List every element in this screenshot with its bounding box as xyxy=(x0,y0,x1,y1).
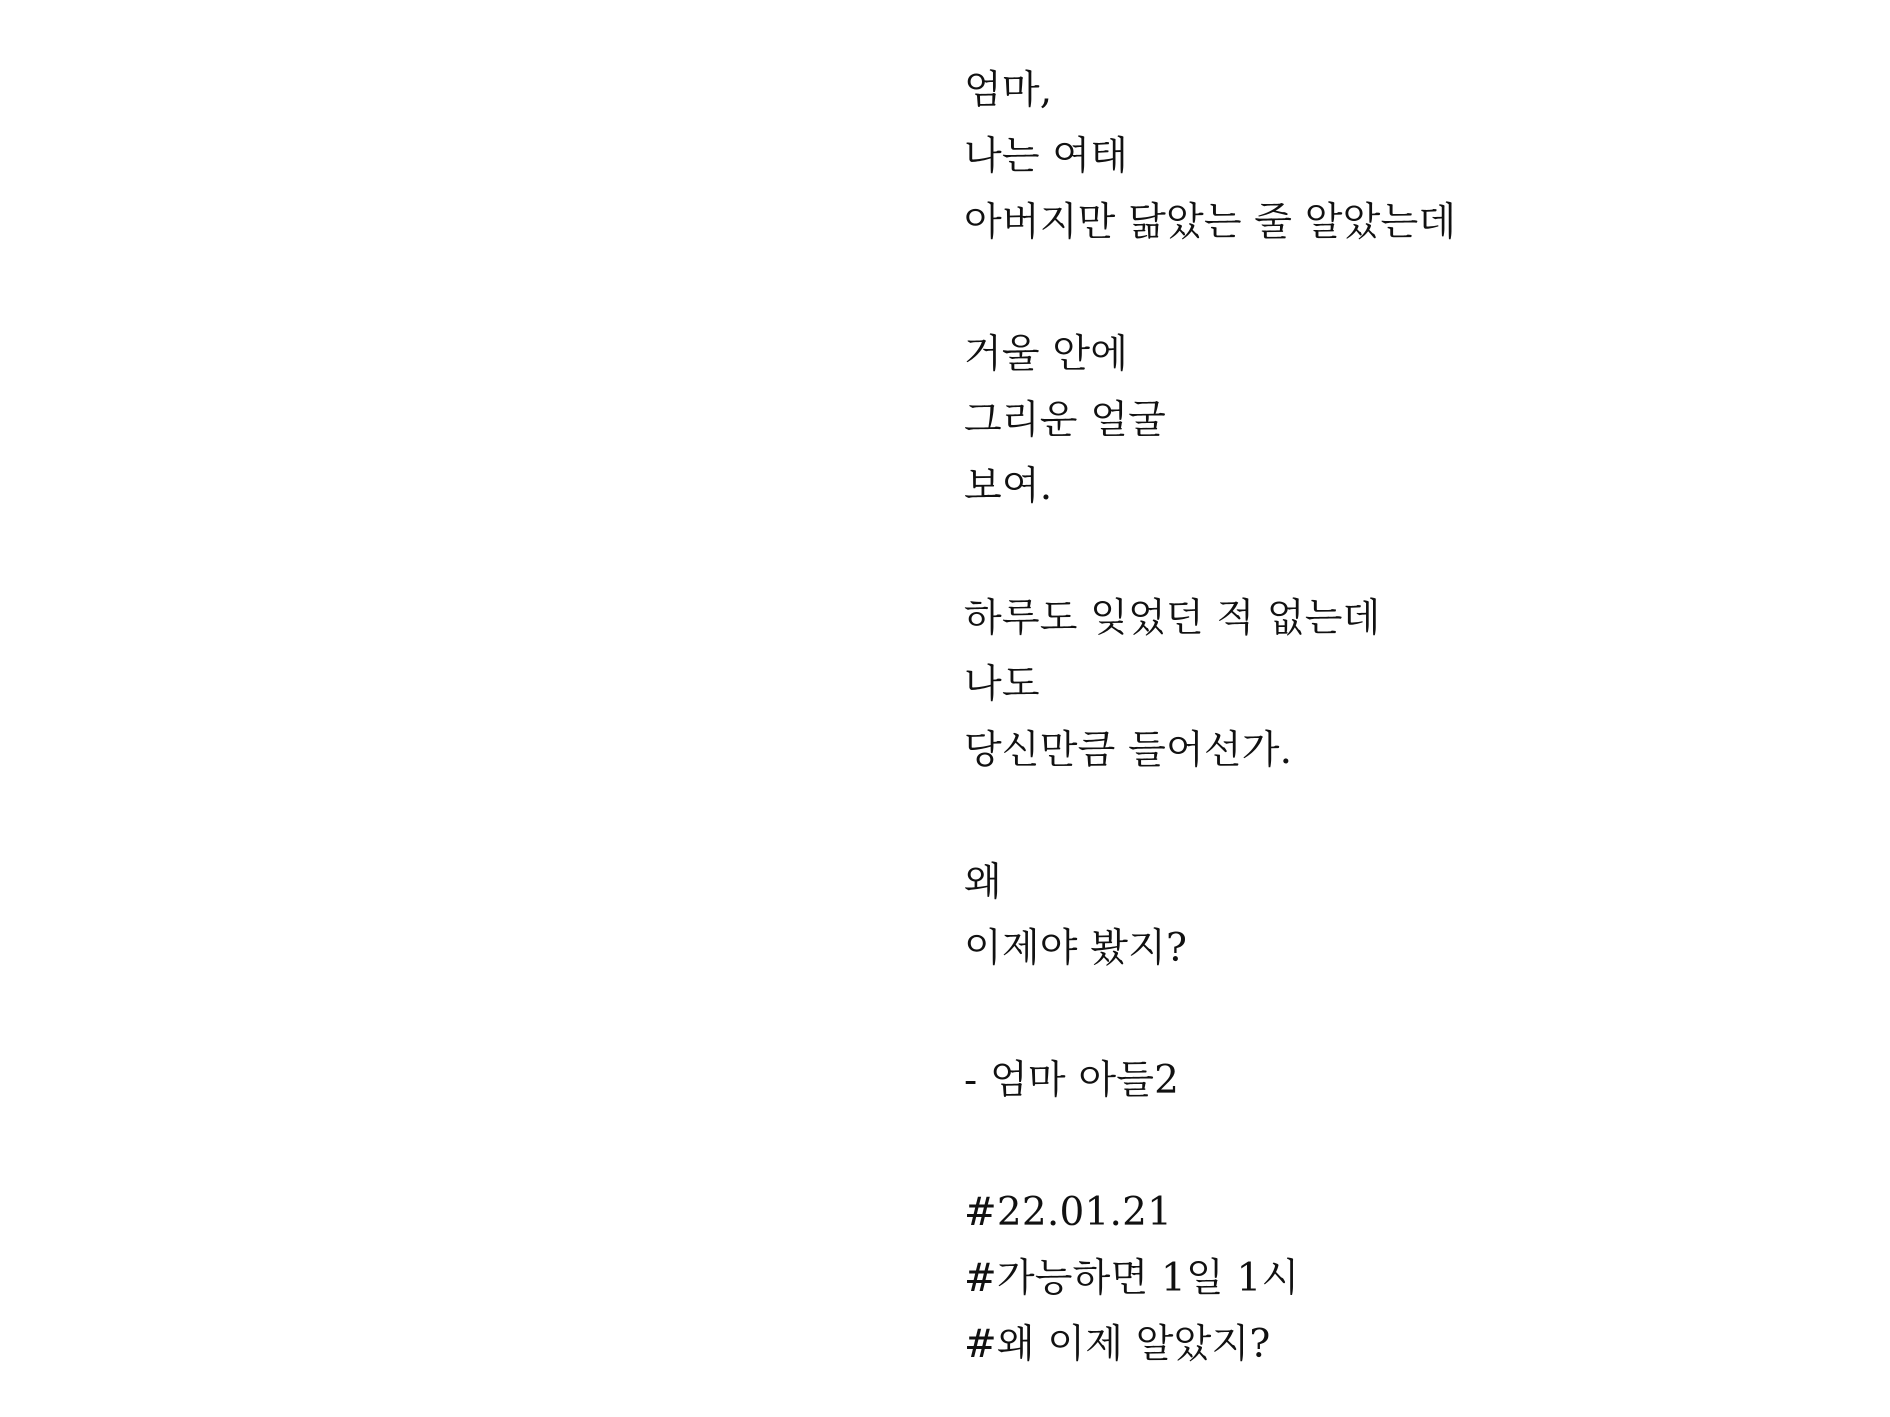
hashtags xyxy=(964,1180,1456,1378)
poem-line: 왜 xyxy=(964,860,1002,905)
stanza-3 xyxy=(964,586,1456,784)
poem-line: 당신만큼 들어선가. xyxy=(964,728,1293,773)
author-signature xyxy=(964,1048,1456,1114)
poem-line: 엄마, xyxy=(964,68,1053,113)
poem-line: 거울 안에 xyxy=(964,332,1129,377)
poem-text xyxy=(964,58,1456,1378)
stanza-2 xyxy=(964,322,1456,520)
stanza-1 xyxy=(964,58,1456,256)
stanza-4 xyxy=(964,850,1456,982)
hashtag: #가능하면 1일 1시 xyxy=(964,1256,1300,1301)
poem-line: 나는 여태 xyxy=(964,134,1129,179)
poem-line: 보여. xyxy=(964,464,1053,509)
poem-line: 이제야 봤지? xyxy=(964,926,1188,971)
hashtag-date: #22.01.21 xyxy=(964,1190,1173,1235)
poem-line: 그리운 얼굴 xyxy=(964,398,1166,443)
poem-line: 나도 xyxy=(964,662,1040,707)
poem-line: 아버지만 닮았는 줄 알았는데 xyxy=(964,200,1457,245)
poem-line: 하루도 잊었던 적 없는데 xyxy=(964,596,1381,641)
author-line: - 엄마 아들2 xyxy=(964,1058,1180,1103)
hashtag: #왜 이제 알았지? xyxy=(964,1322,1271,1367)
